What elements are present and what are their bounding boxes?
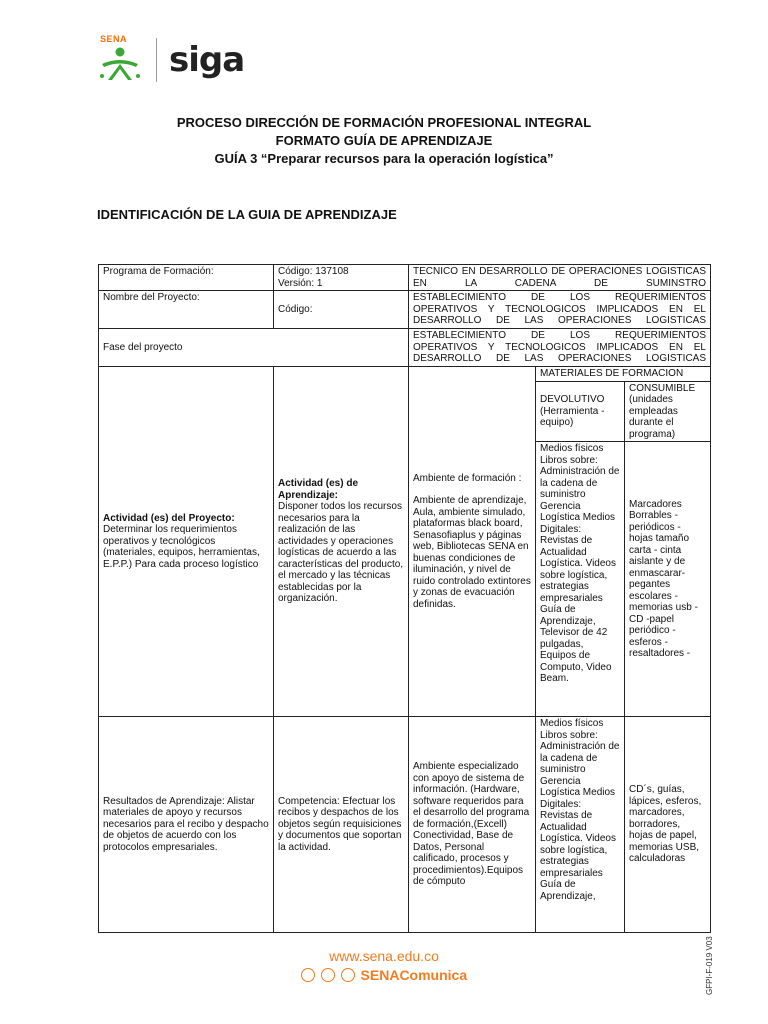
- identification-table: [98, 264, 711, 933]
- learning-activity-text: Disponer todos los recursos necesarios para la realización de las actividades y operaciones logísticas de acuerdo a las características del producto, el mercado y las técnicas establecidas por la organización.: [278, 501, 404, 605]
- environment-cell: [409, 367, 536, 717]
- competence-cell: Competencia: Efectuar los recibos y despachos de los objetos según requisiciones y documentos que soportan la actividad.: [274, 717, 409, 933]
- program-version: Versión: 1: [278, 277, 323, 289]
- program-name: TECNICO EN DESARROLLO DE OPERACIONES LOGISTICAS EN LA CADENA DE SUMINSTRO: [409, 265, 711, 291]
- header-line-2: FORMATO GUÍA DE APRENDIZAJE: [275, 133, 493, 148]
- devolutivo-header: DEVOLUTIVO (Herramienta - equipo): [536, 381, 625, 442]
- environment-text: Ambiente de aprendizaje, Aula, ambiente simulado, plataformas black board, Senasofiaplus y páginas web, Bibliotecas SENA en buenas condiciones de iluminación, y nivel de ruido controlado extintores y zonas de evacuación definidas.: [413, 495, 531, 610]
- project-activity-text: Determinar los requerimientos operativos y tecnológicos (materiales, equipos, herramientas, E.P.P.) Para cada proceso logístico: [103, 524, 260, 570]
- table-row-results: [99, 717, 711, 933]
- special-environment-cell: Ambiente especializado con apoyo de sistema de información. (Hardware, software requeridos para el desarrollo del programa de formación,(Excell) Conectividad, Base de Datos, Personal calificado, procesos y procedimientos).Equipos de cómputo: [409, 717, 536, 933]
- twitter-icon[interactable]: [321, 968, 335, 982]
- project-activity-title: Actividad (es) del Proyecto:: [103, 512, 235, 524]
- program-code: Código: 137108: [278, 266, 349, 277]
- table-row-phase: [99, 329, 711, 367]
- siga-logo: siga: [169, 40, 245, 80]
- logo-divider: [156, 38, 157, 82]
- header-line-3: GUÍA 3 “Preparar recursos para la operación logística”: [214, 151, 554, 166]
- facebook-icon[interactable]: [301, 968, 315, 982]
- consumible-list-1: Marcadores Borrables - periódicos - hojas tamaño carta - cinta aislante y de enmascarar- pegantes escolares - memorias usb - CD -papel periódico - esferos - resaltadores -: [625, 442, 711, 717]
- document-code: GFPI-F-019 V03: [705, 936, 714, 995]
- document-header: [0, 114, 768, 168]
- logo-area: [96, 34, 244, 86]
- table-row-materials-header: [99, 367, 711, 382]
- section-title: IDENTIFICACIÓN DE LA GUIA DE APRENDIZAJE: [97, 207, 397, 222]
- phase-label: Fase del proyecto: [99, 329, 409, 367]
- table-row-program: [99, 265, 711, 291]
- sena-logo-text: SENA: [100, 34, 128, 44]
- project-label: Nombre del Proyecto:: [99, 291, 274, 329]
- learning-activity-title: Actividad (es) de Aprendizaje:: [278, 478, 359, 501]
- program-code-cell: [274, 265, 409, 291]
- learning-activity-cell: [274, 367, 409, 717]
- project-name: ESTABLECIMIENTO DE LOS REQUERIMIENTOS OPERATIVOS Y TECNOLOGICOS IMPLICADOS EN EL DESARROLLO DE LAS OPERACIONES LOGISTICAS: [409, 291, 711, 329]
- footer-social: [0, 967, 768, 983]
- devolutivo-list-2: Medios físicos Libros sobre: Administración de la cadena de suministro Gerencia Logística Medios Digitales: Revistas de Actualidad Logística. Videos sobre logística, estrategias empresariales Guía de Aprendizaje,: [536, 717, 625, 933]
- sena-person-icon: [96, 34, 144, 86]
- phase-value: ESTABLECIMIENTO DE LOS REQUERIMIENTOS OPERATIVOS Y TECNOLOGICOS IMPLICADOS EN EL DESARROLLO DE LAS OPERACIONES LOGISTICAS: [409, 329, 711, 367]
- project-activity-cell: [99, 367, 274, 717]
- results-cell: Resultados de Aprendizaje: Alistar materiales de apoyo y recursos necesarios para el recibo y despacho de objetos de acuerdo con los protocolos empresariales.: [99, 717, 274, 933]
- header-line-1: PROCESO DIRECCIÓN DE FORMACIÓN PROFESIONAL INTEGRAL: [176, 115, 592, 130]
- devolutivo-list-1: Medios físicos Libros sobre: Administración de la cadena de suministro Gerencia Logística Medios Digitales: Revistas de Actualidad Logística. Videos sobre logística, estrategias empresariales Guía de Aprendizaje, Televisor de 42 pulgadas, Equipos de Computo, Video Beam.: [536, 442, 625, 717]
- footer-url[interactable]: www.sena.edu.co: [329, 948, 439, 964]
- table-row-project: [99, 291, 711, 329]
- materials-header: MATERIALES DE FORMACION: [536, 367, 711, 382]
- consumible-header: CONSUMIBLE (unidades empleadas durante el programa): [625, 381, 711, 442]
- instagram-icon[interactable]: [341, 968, 355, 982]
- program-label: Programa de Formación:: [99, 265, 274, 291]
- footer-handle: SENAComunica: [360, 967, 468, 983]
- environment-title: Ambiente de formación :: [413, 472, 522, 484]
- project-code: Código:: [274, 291, 409, 329]
- page-footer: [0, 948, 768, 983]
- consumible-list-2: CD´s, guías, lápices, esferos, marcadores, borradores, hojas de papel, memorias USB, calculadoras: [625, 717, 711, 933]
- sena-logo: [96, 34, 144, 86]
